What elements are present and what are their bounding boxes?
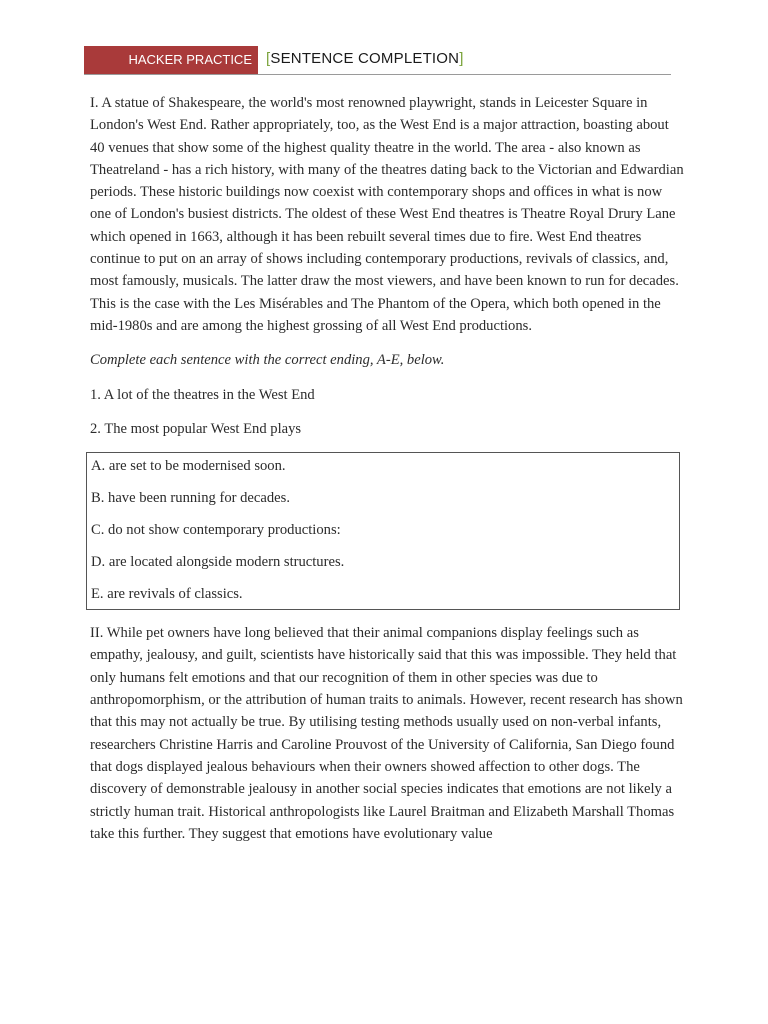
document-body <box>90 92 686 845</box>
question-2: 2. The most popular West End plays <box>90 420 302 437</box>
option-d: D. are located alongside modern structures. <box>91 554 345 571</box>
section-title <box>266 50 464 67</box>
option-a: A. are set to be modernised soon. <box>91 458 286 475</box>
option-c: C. do not show contemporary productions: <box>91 522 341 539</box>
title-text: SENTENCE COMPLETION <box>270 50 460 67</box>
passage-one: I. A statue of Shakespeare, the world's most renowned playwright, stands in Leicester Square in London's West End. Rather appropriately, too, as the West End is a major attraction, boasting about 40 venues that show some of the highest quality theatre in the world. The area - also known as Theatreland - has a rich history, with many of the theatres dating back to the Victorian and Edwardian periods. These historic buildings now coexist with contemporary shops and offices in what is now one of London's busiest districts. The oldest of these West End theatres is Theatre Royal Drury Lane which opened in 1663, although it has been rebuilt several times due to fire. West End theatres continue to put on an array of shows including contemporary productions, revivals of classics, and, most famously, musicals. The latter draw the most viewers, and have been known to run for decades. This is the case with the Les Misérables and The Phantom of the Opera, which both opened in the mid-1980s and are among the highest grossing of all West End productions. <box>90 95 684 334</box>
option-b: B. have been running for decades. <box>91 490 290 507</box>
passage-two: II. While pet owners have long believed that their animal companions display feelings such as empathy, jealousy, and guilt, scientists have historically said that this was impossible. They held that only humans felt emotions and that our recognition of them in other species was due to anthropomorphism, or the attribution of human traits to animals. However, recent research has shown that this may not actually be true. By utilising testing methods usually used on non-verbal infants, researchers Christine Harris and Caroline Prouvost of the University of California, San Diego found that dogs displayed jealous behaviours when their owners showed affection to other dogs. The discovery of demonstrable jealousy in another social species indicates that emotions are not likely a strictly human trait. Historical anthropologists like Laurel Braitman and Elizabeth Marshall Thomas take this further. They suggest that emotions have evolutionary value <box>90 625 683 842</box>
options-box <box>86 452 680 610</box>
question-1: 1. A lot of the theatres in the West End <box>90 386 315 403</box>
instruction-text: Complete each sentence with the correct ending, A-E, below. <box>90 352 445 369</box>
title-bracket-open: [ <box>266 50 271 67</box>
section-label: HACKER PRACTICE <box>84 46 258 74</box>
title-bracket-close: ] <box>459 50 464 67</box>
option-e: E. are revivals of classics. <box>91 586 243 603</box>
page-header <box>84 46 671 75</box>
